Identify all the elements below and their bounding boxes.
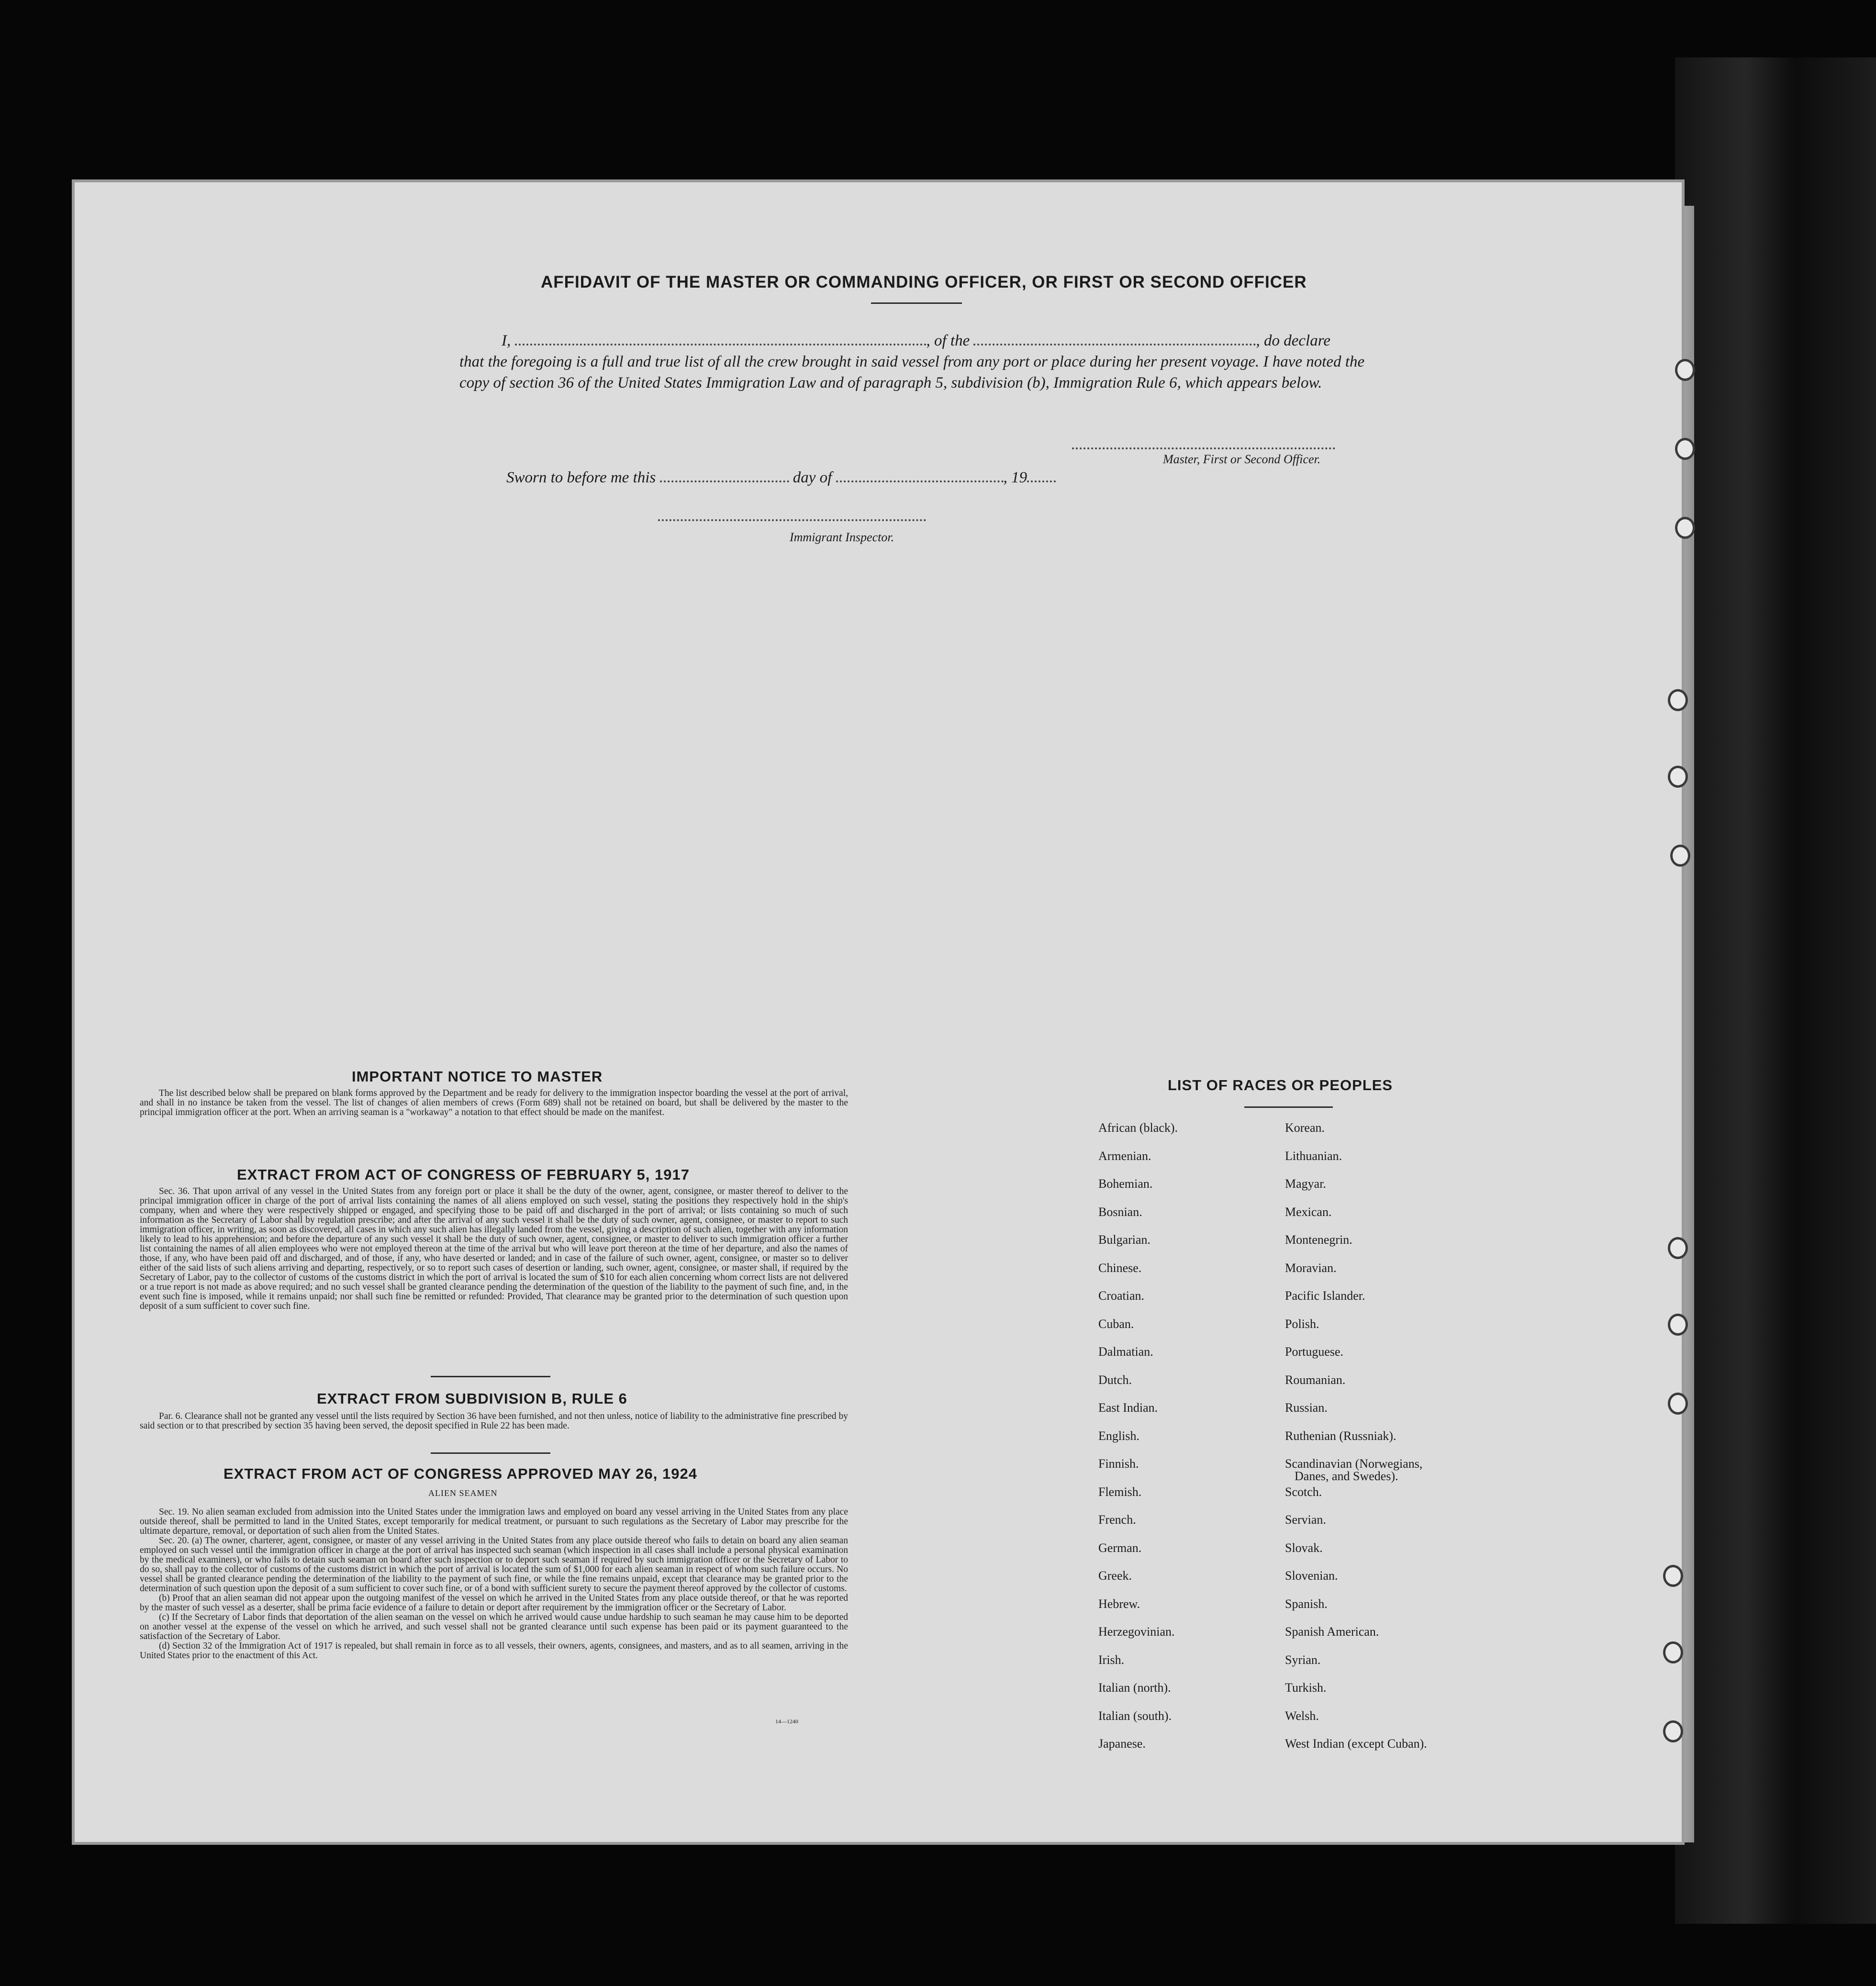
inspector-label: Immigrant Inspector. [790, 530, 894, 544]
race-left-item: Irish. [1098, 1652, 1125, 1667]
race-right-item: Korean. [1285, 1121, 1325, 1135]
section-20c: (c) If the Secretary of Labor finds that deportation of the alien seaman on the vessel on which he arrived would cause undue hardship to such seaman he may cause him to be deported on another vessel at the expense of the vessel on which he arrived, and such vessel shall not be granted clearance until such expense has been paid or its payment guaranteed to the satisfaction of the Secretary of Labor. [140, 1612, 848, 1641]
race-right-item: Magyar. [1285, 1177, 1326, 1191]
race-left-item: French. [1098, 1513, 1136, 1527]
affidavit-declare: , do declare [1256, 332, 1330, 349]
divider [1244, 1106, 1333, 1108]
binder-hole [1668, 1314, 1688, 1336]
affidavit-title: AFFIDAVIT OF THE MASTER OR COMMANDING OFFICER, OR FIRST OR SECOND OFFICER [541, 273, 1307, 291]
race-right-item: Polish. [1285, 1317, 1319, 1331]
race-left-item: Finnish. [1098, 1457, 1139, 1471]
section-36-paragraph: Sec. 36. That upon arrival of any vessel in the United States from any foreign port or place it shall be the duty of the owner, agent, consignee, or master thereof to deliver to the principal immigration officer in charge of the port of arrival lists containing the names of all aliens employed on such vessel, stating the positions they respectively hold in the ship's company, when and where they were respectively shipped or engaged, and specifying those to be paid off and discharged in the port of arrival; or lists containing so much of such information as the Secretary of Labor shall by regulation prescribe; and after the arrival of any such vessel it shall be the duty of such owner, agent, consignee, or master to report to such immigration officer, in writing, as soon as discovered, all cases in which any such alien has illegally landed from the vessel, giving a description of such alien, together with any information likely to lead to his apprehension; and before the departure of any such vessel it shall be the duty of such owner, agent, consignee, or master to deliver to such immigration officer a further list containing the names of all alien employees who were not employed thereon at the time of the arrival but who will leave port thereon at the time of her departure, and also the names of those, if any, who have been paid off and discharged, and of those, if any, who have deserted or landed; and in case of the failure of such owner, agent, consignee, or master so to deliver either of the said lists of such aliens arriving and departing, respectively, or so to report such cases of desertion or landing, such owner, agent, consignee, or master shall, if required by the Secretary of Labor, pay to the collector of customs of the customs district in which the port of arrival is located the sum of $10 for each alien concerning whom correct lists are not delivered or a true report is not made as above required; and no such vessel shall be granted clearance pending the determination of the question of the liability to the payment of such fine, and, in the event such fine is imposed, while it remains unpaid; nor shall such fine be remitted or refunded: Provided, That clearance may be granted prior to the determination of such question upon deposit of a sum sufficient to cover such fine. [140, 1186, 848, 1311]
race-right-item: Roumanian. [1285, 1372, 1346, 1387]
extract-1917-title: EXTRACT FROM ACT OF CONGRESS OF FEBRUARY 5, 1917 [237, 1166, 690, 1183]
race-right-item: Welsh. [1285, 1708, 1319, 1723]
race-left-item: Armenian. [1098, 1149, 1151, 1163]
race-right-item: Moravian. [1285, 1261, 1337, 1275]
sworn-year-field[interactable] [1027, 472, 1056, 482]
race-left-item: Dutch. [1098, 1372, 1132, 1387]
form-number: 14—1240 [775, 1718, 798, 1725]
affidavit-i: I, [502, 332, 511, 349]
race-right-item: Slovak. [1285, 1540, 1323, 1555]
master-label: Master, First or Second Officer. [1163, 452, 1321, 466]
race-right-item: Spanish American. [1285, 1625, 1379, 1639]
affidavit-line1 [459, 330, 1378, 351]
name-field[interactable] [515, 334, 927, 346]
race-left-item: Flemish. [1098, 1484, 1142, 1499]
race-left-item: Herzegovinian. [1098, 1625, 1175, 1639]
inspector-signature-field[interactable] [658, 519, 926, 521]
alien-seamen-subtitle: ALIEN SEAMEN [428, 1488, 498, 1498]
race-left-item: Japanese. [1098, 1737, 1146, 1751]
race-left-item: Cuban. [1098, 1317, 1134, 1331]
sworn-month-field[interactable] [836, 472, 1004, 482]
binder-hole [1675, 359, 1695, 381]
race-right-item: Spanish. [1285, 1596, 1328, 1611]
race-right-item: Ruthenian (Russniak). [1285, 1428, 1396, 1443]
race-right-item: West Indian (except Cuban). [1285, 1737, 1427, 1751]
binder-hole [1663, 1641, 1683, 1663]
extract-1917-text [140, 1187, 848, 1311]
race-left-item: Bulgarian. [1098, 1233, 1151, 1247]
race-left-item: Hebrew. [1098, 1596, 1140, 1611]
race-right-item: Scandinavian (Norwegians, [1285, 1457, 1423, 1471]
race-left-item: Croatian. [1098, 1289, 1145, 1303]
race-left-item: Italian (south). [1098, 1708, 1172, 1723]
scan-background [1675, 57, 1876, 1924]
sworn-prefix: Sworn to before me this [506, 469, 656, 486]
race-left-item: Bohemian. [1098, 1177, 1153, 1191]
divider [431, 1452, 550, 1454]
sworn-year: , 19 [1003, 469, 1027, 486]
race-right-item: Montenegrin. [1285, 1233, 1352, 1247]
race-left-item: Greek. [1098, 1569, 1132, 1583]
race-right-item: Portuguese. [1285, 1345, 1344, 1359]
extract-1924-title: EXTRACT FROM ACT OF CONGRESS APPROVED MAY 26, 1924 [223, 1465, 697, 1482]
vessel-field[interactable] [973, 334, 1256, 346]
race-right-item: Syrian. [1285, 1652, 1321, 1667]
race-left-item: Bosnian. [1098, 1205, 1142, 1219]
race-right-item: Danes, and Swedes). [1295, 1469, 1398, 1483]
sworn-day-of: day of [793, 469, 832, 486]
binder-hole [1675, 517, 1695, 539]
race-left-item: Dalmatian. [1098, 1345, 1153, 1359]
affidavit-body [459, 330, 1378, 393]
section-19: Sec. 19. No alien seaman excluded from admission into the United States under the immigration laws and employed on board any vessel arriving in the United States from any place outside thereof, shall be permitted to land in the United States, except temporarily for medical treatment, or pursuant to such regulations as the Secretary of Labor may prescribe for the ultimate departure, removal, or deportation of such alien from the United States. [140, 1507, 848, 1536]
race-right-item: Servian. [1285, 1513, 1326, 1527]
sworn-date-field[interactable] [660, 472, 789, 482]
master-signature-field[interactable] [1072, 447, 1335, 449]
extract-1924-text [140, 1507, 848, 1661]
divider [431, 1376, 550, 1377]
race-left-item: German. [1098, 1540, 1142, 1555]
race-right-item: Mexican. [1285, 1205, 1332, 1219]
binder-hole [1670, 845, 1690, 867]
binder-hole [1675, 438, 1695, 460]
race-left-item: Italian (north). [1098, 1681, 1171, 1695]
subdivision-text [140, 1412, 848, 1431]
subdivision-title: EXTRACT FROM SUBDIVISION B, RULE 6 [317, 1390, 627, 1407]
paragraph-6: Par. 6. Clearance shall not be granted any vessel until the lists required by Section 36 have been furnished, and not then unless, notice of liability to the administrative fine prescribed by said section or to that prescribed by section 35 having been served, the deposit specified in Rule 22 has been made. [140, 1411, 848, 1431]
binder-hole [1663, 1720, 1683, 1742]
section-20a: Sec. 20. (a) The owner, charterer, agent, consignee, or master of any vessel arriving in the United States from any place outside thereof who fails to detain on board any alien seaman employed on such vessel until the immigration officer in charge at the port of arrival has inspected such seaman (which inspection in all cases shall include a personal physical examination by the medical examiners), or who fails to detain such seaman on board after such inspection or to deport such seaman if required by such immigration officer or the Secretary of Labor to do so, shall pay to the collector of customs of the customs district in which the port of arrival is located the sum of $1,000 for each alien seaman in respect of whom such failure occurs. No vessel shall be granted clearance pending the determination of the liability to the payment of such fine, or while the fine remains unpaid, except that clearance may be granted prior to the determination of such question upon the deposit of a sum sufficient to cover such fine, or of a bond with sufficient surety to secure the payment thereof approved by the collector of customs. [140, 1536, 848, 1594]
section-20d: (d) Section 32 of the Immigration Act of 1917 is repealed, but shall remain in force as to all vessels, their owners, agents, consignees, and masters, and as to all seamen, arriving in the United States prior to the enactment of this Act. [140, 1641, 848, 1661]
affidavit-of-the: , of the [926, 332, 970, 349]
binder-hole [1668, 1393, 1688, 1415]
affidavit-statement: that the foregoing is a full and true list of all the crew brought in said vessel from any port or place during her present voyage. I have noted the copy of section 36 of the United States Immigration Law and of paragraph 5, subdivision (b), Immigration Rule 6, which appears below. [459, 353, 1365, 391]
notice-text [140, 1089, 848, 1117]
race-left-item: English. [1098, 1428, 1139, 1443]
divider [871, 302, 962, 304]
binder-hole [1668, 689, 1688, 711]
binder-hole [1668, 1237, 1688, 1259]
races-title: LIST OF RACES OR PEOPLES [1168, 1077, 1393, 1093]
notice-paragraph: The list described below shall be prepared on blank forms approved by the Department and be ready for delivery to the immigration inspector boarding the vessel at the port of arrival, and shall in no instance be taken from the vessel. The list of changes of alien members of crews (Form 689) shall not be retained on board, but shall be delivered by the master to the principal immigration officer at the port. When an arriving seaman is a "workaway" a notation to that effect should be made on the manifest. [140, 1088, 848, 1117]
binder-hole [1668, 766, 1688, 788]
race-left-item: Chinese. [1098, 1261, 1142, 1275]
race-right-item: Lithuanian. [1285, 1149, 1342, 1163]
race-left-item: African (black). [1098, 1121, 1178, 1135]
notice-title: IMPORTANT NOTICE TO MASTER [352, 1068, 603, 1085]
sworn-line [506, 469, 1056, 487]
race-right-item: Russian. [1285, 1401, 1328, 1415]
binder-hole [1663, 1565, 1683, 1587]
section-20b: (b) Proof that an alien seaman did not appear upon the outgoing manifest of the vessel on which he arrived in the United States from any place outside thereof, or that he was reported by the master of such vessel as a deserter, shall be prima facie evidence of a failure to detain or deport after requirement by the immigration officer or the Secretary of Labor. [140, 1593, 848, 1613]
race-right-item: Turkish. [1285, 1681, 1327, 1695]
race-right-item: Scotch. [1285, 1484, 1322, 1499]
race-left-item: East Indian. [1098, 1401, 1158, 1415]
race-right-item: Slovenian. [1285, 1569, 1338, 1583]
race-right-item: Pacific Islander. [1285, 1289, 1365, 1303]
